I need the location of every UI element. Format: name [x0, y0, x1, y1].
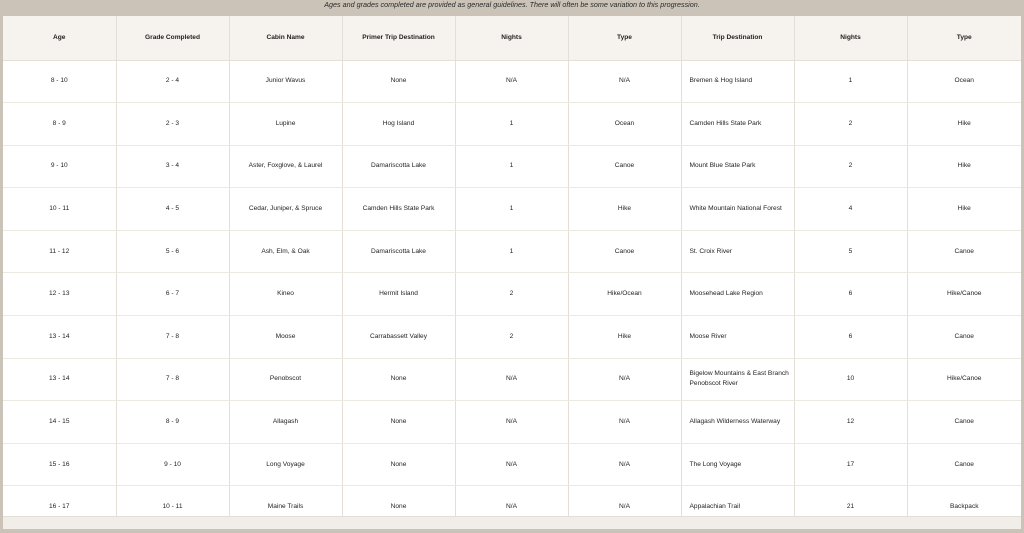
table-cell: 12 — [794, 401, 907, 444]
table-cell: None — [342, 358, 455, 401]
table-cell: 8 - 10 — [3, 60, 116, 103]
column-header: Nights — [794, 16, 907, 60]
table-cell: 15 - 16 — [3, 443, 116, 486]
table-cell: 14 - 15 — [3, 401, 116, 444]
table-cell: Canoe — [568, 145, 681, 188]
table-cell: N/A — [455, 401, 568, 444]
table-cell: Hike — [907, 188, 1021, 231]
table-cell: N/A — [568, 486, 681, 528]
table-cell: 2 — [455, 316, 568, 359]
table-cell: Canoe — [907, 316, 1021, 359]
table-cell: 9 - 10 — [116, 443, 229, 486]
table-cell: Hike — [907, 145, 1021, 188]
table-bottom-edge — [3, 516, 1021, 529]
table-cell: Allagash — [229, 401, 342, 444]
table-cell: 7 - 8 — [116, 316, 229, 359]
table-cell: 6 — [794, 316, 907, 359]
table-cell: Ocean — [907, 60, 1021, 103]
table-cell: Maine Trails — [229, 486, 342, 528]
table-cell: None — [342, 443, 455, 486]
column-header: Type — [568, 16, 681, 60]
table-cell: Moosehead Lake Region — [681, 273, 794, 316]
table-cell: 17 — [794, 443, 907, 486]
table-cell: None — [342, 401, 455, 444]
table-row — [3, 145, 1021, 188]
table-cell: The Long Voyage — [681, 443, 794, 486]
table-cell: Appalachian Trail — [681, 486, 794, 528]
table-cell: Hike — [907, 103, 1021, 146]
table-cell: 21 — [794, 486, 907, 528]
table-row — [3, 273, 1021, 316]
table-caption: Ages and grades completed are provided as general guidelines. There will often be some variation to this progression. — [324, 0, 700, 9]
table-cell: Canoe — [907, 401, 1021, 444]
table-cell: N/A — [568, 358, 681, 401]
table-cell: 2 — [794, 145, 907, 188]
table-cell: Ocean — [568, 103, 681, 146]
table-cell: Moose — [229, 316, 342, 359]
table-cell: Cedar, Juniper, & Spruce — [229, 188, 342, 231]
table-cell: None — [342, 60, 455, 103]
table-cell: N/A — [455, 486, 568, 528]
table-cell: None — [342, 486, 455, 528]
table-cell: 7 - 8 — [116, 358, 229, 401]
table-cell: 1 — [794, 60, 907, 103]
column-header: Trip Destination — [681, 16, 794, 60]
table-cell: Canoe — [907, 230, 1021, 273]
header-row — [3, 16, 1021, 60]
table-cell: 2 — [794, 103, 907, 146]
table-cell: Backpack — [907, 486, 1021, 528]
column-header: Grade Completed — [116, 16, 229, 60]
table-cell: Mount Blue State Park — [681, 145, 794, 188]
table-cell: N/A — [455, 358, 568, 401]
table-cell: N/A — [568, 401, 681, 444]
table-row — [3, 316, 1021, 359]
table-cell: Hike/Canoe — [907, 358, 1021, 401]
table-cell: 10 - 11 — [116, 486, 229, 528]
table-row — [3, 103, 1021, 146]
table-cell: Junior Wavus — [229, 60, 342, 103]
table-cell: 4 — [794, 188, 907, 231]
table-cell: Bremen & Hog Island — [681, 60, 794, 103]
table-cell: Canoe — [907, 443, 1021, 486]
table-cell: Damariscotta Lake — [342, 145, 455, 188]
table-cell: 11 - 12 — [3, 230, 116, 273]
table-cell: Hermit Island — [342, 273, 455, 316]
table-cell: Camden Hills State Park — [681, 103, 794, 146]
table-cell: 2 - 4 — [116, 60, 229, 103]
trip-progression-table — [3, 16, 1021, 528]
column-header: Age — [3, 16, 116, 60]
table-cell: Lupine — [229, 103, 342, 146]
table-header — [3, 16, 1021, 60]
table-cell: Long Voyage — [229, 443, 342, 486]
table-cell: Penobscot — [229, 358, 342, 401]
table-cell: 6 — [794, 273, 907, 316]
table-cell: 10 — [794, 358, 907, 401]
table-cell: 8 - 9 — [3, 103, 116, 146]
table-body — [3, 60, 1021, 528]
table-cell: Damariscotta Lake — [342, 230, 455, 273]
table-cell: Kineo — [229, 273, 342, 316]
table-cell: N/A — [568, 60, 681, 103]
table-cell: 4 - 5 — [116, 188, 229, 231]
table-cell: White Mountain National Forest — [681, 188, 794, 231]
table-row — [3, 401, 1021, 444]
table-cell: Canoe — [568, 230, 681, 273]
table-cell: 5 - 6 — [116, 230, 229, 273]
table-cell: N/A — [455, 443, 568, 486]
table-cell: 6 - 7 — [116, 273, 229, 316]
table-cell: Hike/Canoe — [907, 273, 1021, 316]
table-cell: Hike — [568, 188, 681, 231]
table-cell: 16 - 17 — [3, 486, 116, 528]
table-cell: 13 - 14 — [3, 316, 116, 359]
table-row — [3, 443, 1021, 486]
column-header: Type — [907, 16, 1021, 60]
table-cell: Hog Island — [342, 103, 455, 146]
table-cell: 1 — [455, 145, 568, 188]
table-cell: 13 - 14 — [3, 358, 116, 401]
table-cell: 8 - 9 — [116, 401, 229, 444]
table-cell: St. Croix River — [681, 230, 794, 273]
table-cell: 2 - 3 — [116, 103, 229, 146]
table-cell: Allagash Wilderness Waterway — [681, 401, 794, 444]
table-cell: 1 — [455, 103, 568, 146]
table-cell: Hike — [568, 316, 681, 359]
table-cell: Moose River — [681, 316, 794, 359]
table-row — [3, 60, 1021, 103]
table-cell: Camden Hills State Park — [342, 188, 455, 231]
column-header: Primer Trip Destination — [342, 16, 455, 60]
table-cell: 1 — [455, 230, 568, 273]
table-cell: 2 — [455, 273, 568, 316]
table-row — [3, 230, 1021, 273]
table-cell: Aster, Foxglove, & Laurel — [229, 145, 342, 188]
table-cell: 1 — [455, 188, 568, 231]
table-cell: Ash, Elm, & Oak — [229, 230, 342, 273]
table-cell: 5 — [794, 230, 907, 273]
table-row — [3, 188, 1021, 231]
table-cell: 10 - 11 — [3, 188, 116, 231]
table-cell: Hike/Ocean — [568, 273, 681, 316]
table-cell: 3 - 4 — [116, 145, 229, 188]
table-row — [3, 358, 1021, 401]
column-header: Nights — [455, 16, 568, 60]
table-cell: 9 - 10 — [3, 145, 116, 188]
table-cell: Bigelow Mountains & East Branch Penobscot River — [681, 358, 794, 401]
table-cell: 12 - 13 — [3, 273, 116, 316]
table-cell: Carrabassett Valley — [342, 316, 455, 359]
table-cell: N/A — [455, 60, 568, 103]
column-header: Cabin Name — [229, 16, 342, 60]
table-cell: N/A — [568, 443, 681, 486]
